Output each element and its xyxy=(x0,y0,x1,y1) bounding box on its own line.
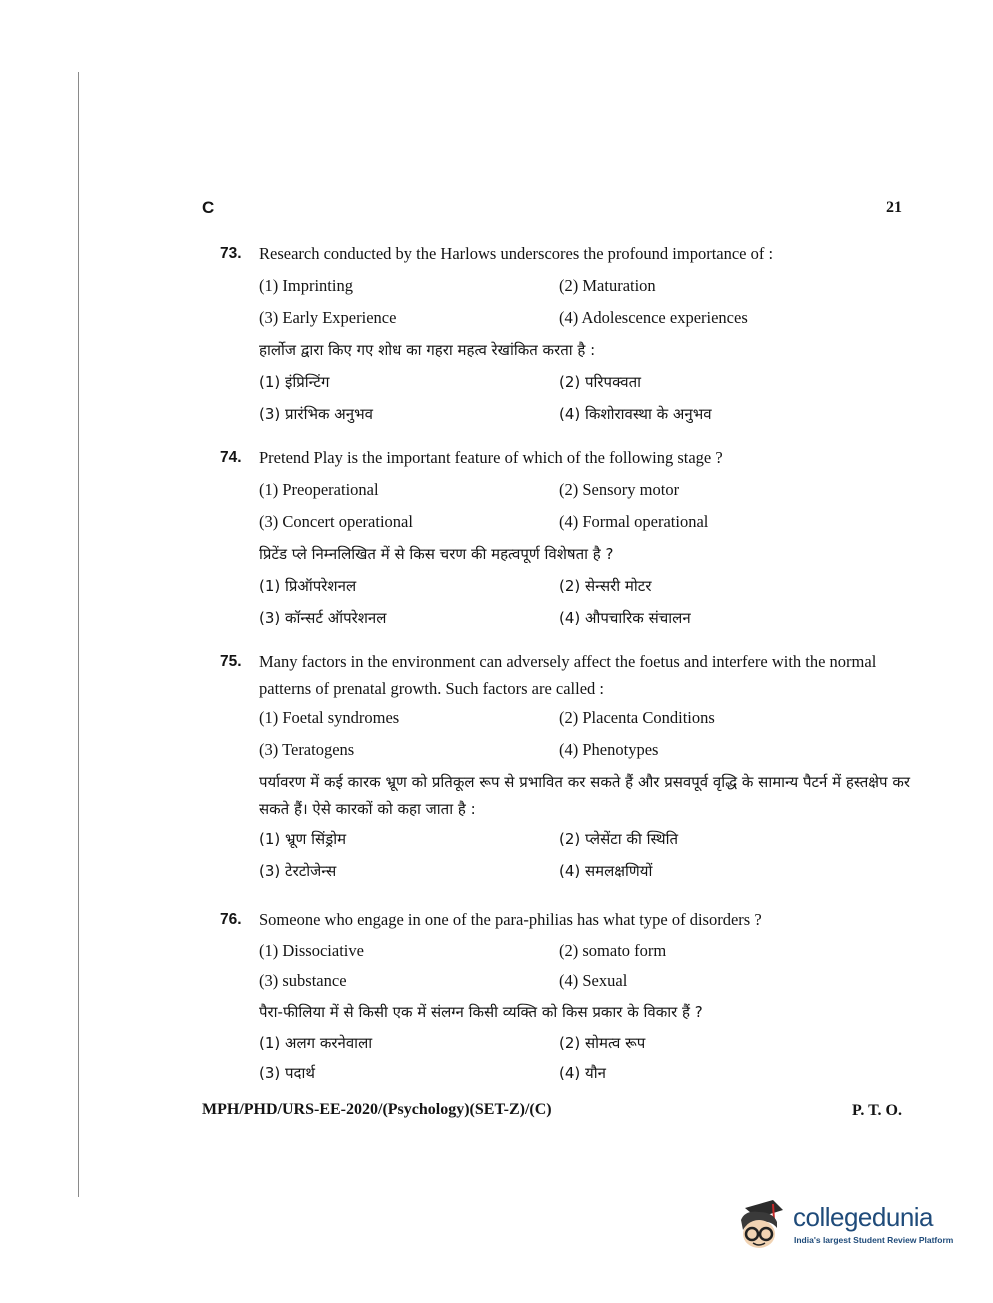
option-2-en: (2) Sensory motor xyxy=(559,480,680,499)
option-2-hi: (2) सेन्सरी मोटर xyxy=(559,577,652,595)
option-3-hi: (3) पदार्थ xyxy=(259,1064,315,1082)
option-1-en: (1) Preoperational xyxy=(259,480,379,499)
option-1-hi: (1) भ्रूण सिंड्रोम xyxy=(259,830,347,848)
set-label: C xyxy=(202,198,215,217)
question-text-en: Pretend Play is the important feature of which of the following stage ? xyxy=(259,448,723,467)
option-1-en: (1) Dissociative xyxy=(259,941,364,960)
student-mascot-icon xyxy=(733,1198,789,1254)
option-4-en: (4) Formal operational xyxy=(559,512,709,531)
option-3-en: (3) Teratogens xyxy=(259,740,355,759)
question-number: 74. xyxy=(220,449,242,466)
option-4-hi: (4) यौन xyxy=(559,1064,606,1082)
option-1-en: (1) Foetal syndromes xyxy=(259,708,400,727)
pto-label: P. T. O. xyxy=(852,1102,902,1119)
option-1-hi: (1) अलग करनेवाला xyxy=(259,1034,373,1052)
option-3-hi: (3) कॉन्सर्ट ऑपरेशनल xyxy=(259,609,387,627)
option-4-en: (4) Sexual xyxy=(559,971,628,990)
option-4-en: (4) Adolescence experiences xyxy=(559,308,748,327)
question-number: 73. xyxy=(220,245,242,262)
brand-tagline: India's largest Student Review Platform xyxy=(794,1235,954,1245)
option-2-en: (2) somato form xyxy=(559,941,667,960)
question-73 xyxy=(220,238,910,430)
option-4-hi: (4) समलक्षणियों xyxy=(559,862,653,880)
option-2-hi: (2) सोमत्व रूप xyxy=(559,1034,646,1052)
option-3-en: (3) Early Experience xyxy=(259,308,397,327)
question-text-en: Many factors in the environment can adversely affect the foetus and interfere with the normal patterns of prenatal growth. Such factors are called : xyxy=(259,652,877,698)
question-75 xyxy=(220,646,910,887)
collegedunia-watermark xyxy=(733,1196,963,1256)
option-2-en: (2) Placenta Conditions xyxy=(559,708,715,727)
option-3-hi: (3) प्रारंभिक अनुभव xyxy=(259,405,373,423)
option-1-hi: (1) प्रिऑपरेशनल xyxy=(259,577,357,595)
paper-code: MPH/PHD/URS-EE-2020/(Psychology)(SET-Z)/(C) xyxy=(202,1101,552,1118)
option-4-en: (4) Phenotypes xyxy=(559,740,659,759)
option-2-en: (2) Maturation xyxy=(559,276,656,295)
option-1-en: (1) Imprinting xyxy=(259,276,353,295)
option-4-hi: (4) औपचारिक संचालन xyxy=(559,609,691,627)
question-number: 76. xyxy=(220,911,242,928)
margin-line xyxy=(78,72,79,1197)
question-text-hi: पर्यावरण में कई कारक भ्रूण को प्रतिकूल रूप से प्रभावित कर सकते हैं और प्रसवपूर्व वृद्धि के सामान्य पैटर्न में हस्तक्षेप कर सकते हैं। ऐसे कारकों को कहा जाता है : xyxy=(259,773,910,818)
option-3-hi: (3) टेरटोजेन्स xyxy=(259,862,337,880)
question-text-en: Research conducted by the Harlows underscores the profound importance of : xyxy=(259,244,774,263)
question-text-hi: प्रिटेंड प्ले निम्नलिखित में से किस चरण की महत्वपूर्ण विशेषता है ? xyxy=(259,545,614,563)
question-number: 75. xyxy=(220,653,242,670)
question-76 xyxy=(220,904,910,1088)
page-number: 21 xyxy=(886,199,902,216)
option-3-en: (3) Concert operational xyxy=(259,512,413,531)
option-4-hi: (4) किशोरावस्था के अनुभव xyxy=(559,405,712,423)
brand-name: collegedunia xyxy=(793,1202,934,1232)
option-1-hi: (1) इंप्रिन्टिंग xyxy=(259,373,330,391)
question-text-hi: हार्लोज द्वारा किए गए शोध का गहरा महत्व रेखांकित करता है : xyxy=(259,341,596,359)
question-74 xyxy=(220,442,910,634)
option-2-hi: (2) प्लेसेंटा की स्थिति xyxy=(559,830,679,848)
option-2-hi: (2) परिपक्वता xyxy=(559,373,642,391)
question-text-en: Someone who engage in one of the para-philias has what type of disorders ? xyxy=(259,910,762,929)
option-3-en: (3) substance xyxy=(259,971,347,990)
question-text-hi: पैरा-फीलिया में से किसी एक में संलग्न किसी व्यक्ति को किस प्रकार के विकार हैं ? xyxy=(259,1003,703,1021)
